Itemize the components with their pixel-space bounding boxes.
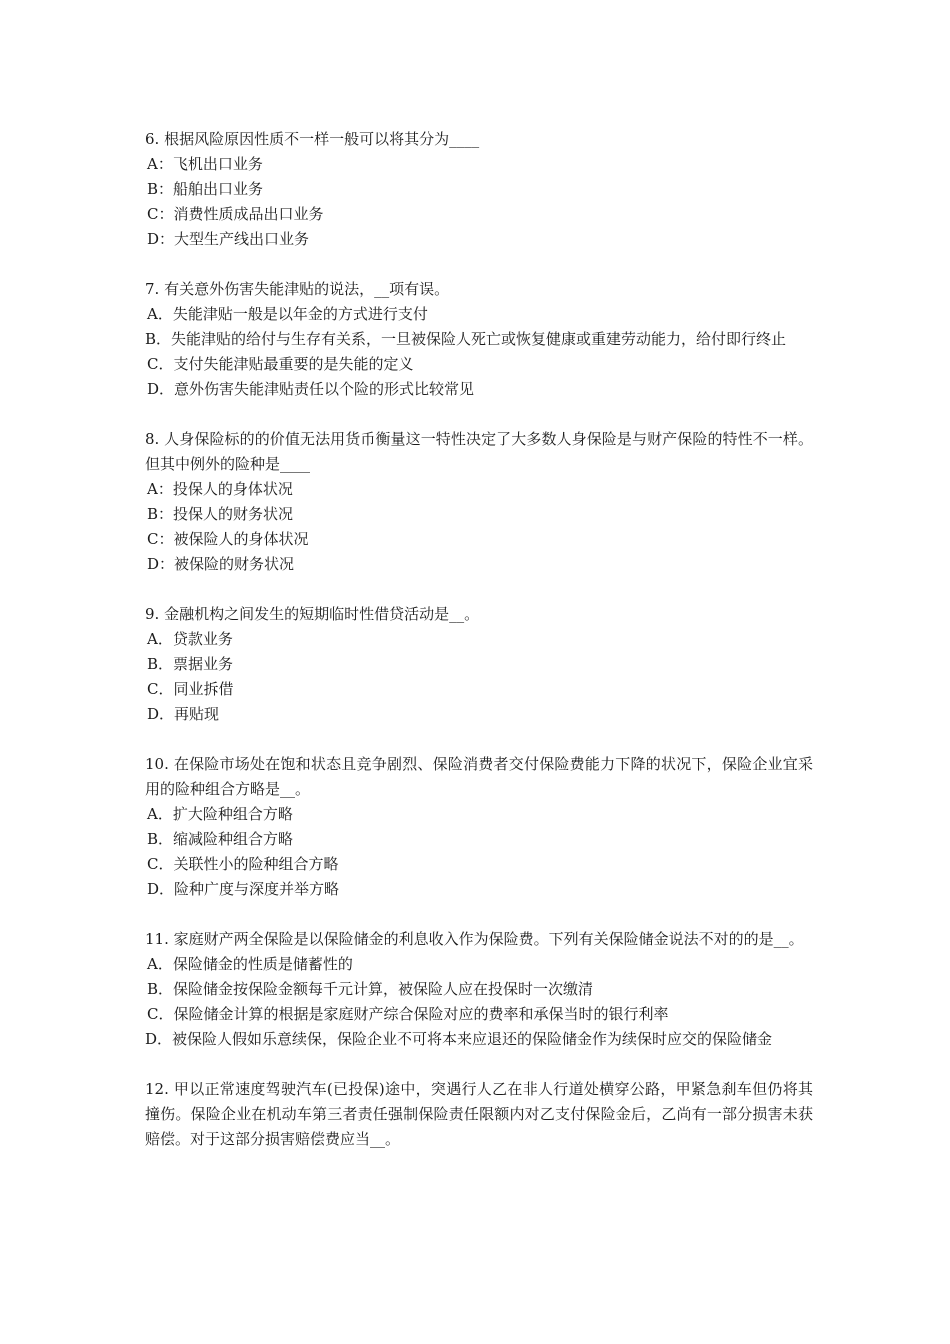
option-d: D．险种广度与深度并举方略 — [147, 880, 340, 898]
option-a: A．贷款业务 — [147, 630, 233, 648]
option-a: A．保险储金的性质是储蓄性的 — [147, 955, 353, 973]
option-c: C．保险储金计算的根据是家庭财产综合保险对应的费率和承保当时的银行利率 — [147, 1005, 669, 1023]
question-7 — [145, 277, 813, 402]
option-a: A：投保人的身体状况 — [147, 480, 293, 498]
option-d: D：大型生产线出口业务 — [147, 230, 310, 248]
option-b: B．保险储金按保险金额每千元计算，被保险人应在投保时一次缴清 — [147, 980, 594, 998]
option-d: D．再贴现 — [147, 705, 220, 723]
option-c: C．关联性小的险种组合方略 — [147, 855, 339, 873]
question-10 — [145, 752, 813, 902]
question-stem: 6. 根据风险原因性质不一样一般可以将其分为____ — [145, 130, 480, 148]
option-b: B．缩减险种组合方略 — [147, 830, 294, 848]
question-stem: 7. 有关意外伤害失能津贴的说法，__项有误。 — [145, 280, 450, 298]
option-b: B．票据业务 — [147, 655, 234, 673]
option-a: A．扩大险种组合方略 — [147, 805, 293, 823]
question-11 — [145, 927, 813, 1052]
question-stem: 12. 甲以正常速度驾驶汽车(已投保)途中，突遇行人乙在非人行道处横穿公路，甲紧急刹车但仍将其撞伤。保险企业在机动车第三者责任强制保险责任限额内对乙支付保险金后，乙尚有一部分损害未获赔偿。对于这部分损害赔偿费应当__。 — [145, 1080, 813, 1148]
question-8 — [145, 427, 813, 577]
option-a: A．失能津贴一般是以年金的方式进行支付 — [147, 305, 428, 323]
option-d: D：被保险的财务状况 — [147, 555, 295, 573]
question-9 — [145, 602, 813, 727]
option-b: B．失能津贴的给付与生存有关系，一旦被保险人死亡或恢复健康或重建劳动能力，给付即行终止 — [145, 330, 787, 348]
option-b: B：投保人的财务状况 — [147, 505, 294, 523]
option-c: C．同业拆借 — [147, 680, 234, 698]
question-6 — [145, 127, 813, 252]
option-b: B：船舶出口业务 — [147, 180, 264, 198]
option-c: C．支付失能津贴最重要的是失能的定义 — [147, 355, 414, 373]
question-stem: 10. 在保险市场处在饱和状态且竞争剧烈、保险消费者交付保险费能力下降的状况下，保险企业宜采用的险种组合方略是__。 — [145, 755, 813, 798]
question-list — [145, 127, 813, 1177]
option-d: D．被保险人假如乐意续保，保险企业不可将本来应退还的保险储金作为续保时应交的保险储金 — [145, 1030, 773, 1048]
question-stem: 11. 家庭财产两全保险是以保险储金的利息收入作为保险费。下列有关保险储金说法不对的的是__。 — [145, 930, 804, 948]
option-c: C：被保险人的身体状况 — [147, 530, 309, 548]
option-c: C：消费性质成品出口业务 — [147, 205, 324, 223]
question-stem: 9. 金融机构之间发生的短期临时性借贷活动是__。 — [145, 605, 480, 623]
question-12 — [145, 1077, 813, 1152]
option-d: D．意外伤害失能津贴责任以个险的形式比较常见 — [147, 380, 475, 398]
option-a: A：飞机出口业务 — [147, 155, 263, 173]
question-stem: 8. 人身保险标的的价值无法用货币衡量这一特性决定了大多数人身保险是与财产保险的特性不一样。但其中例外的险种是____ — [145, 430, 813, 473]
